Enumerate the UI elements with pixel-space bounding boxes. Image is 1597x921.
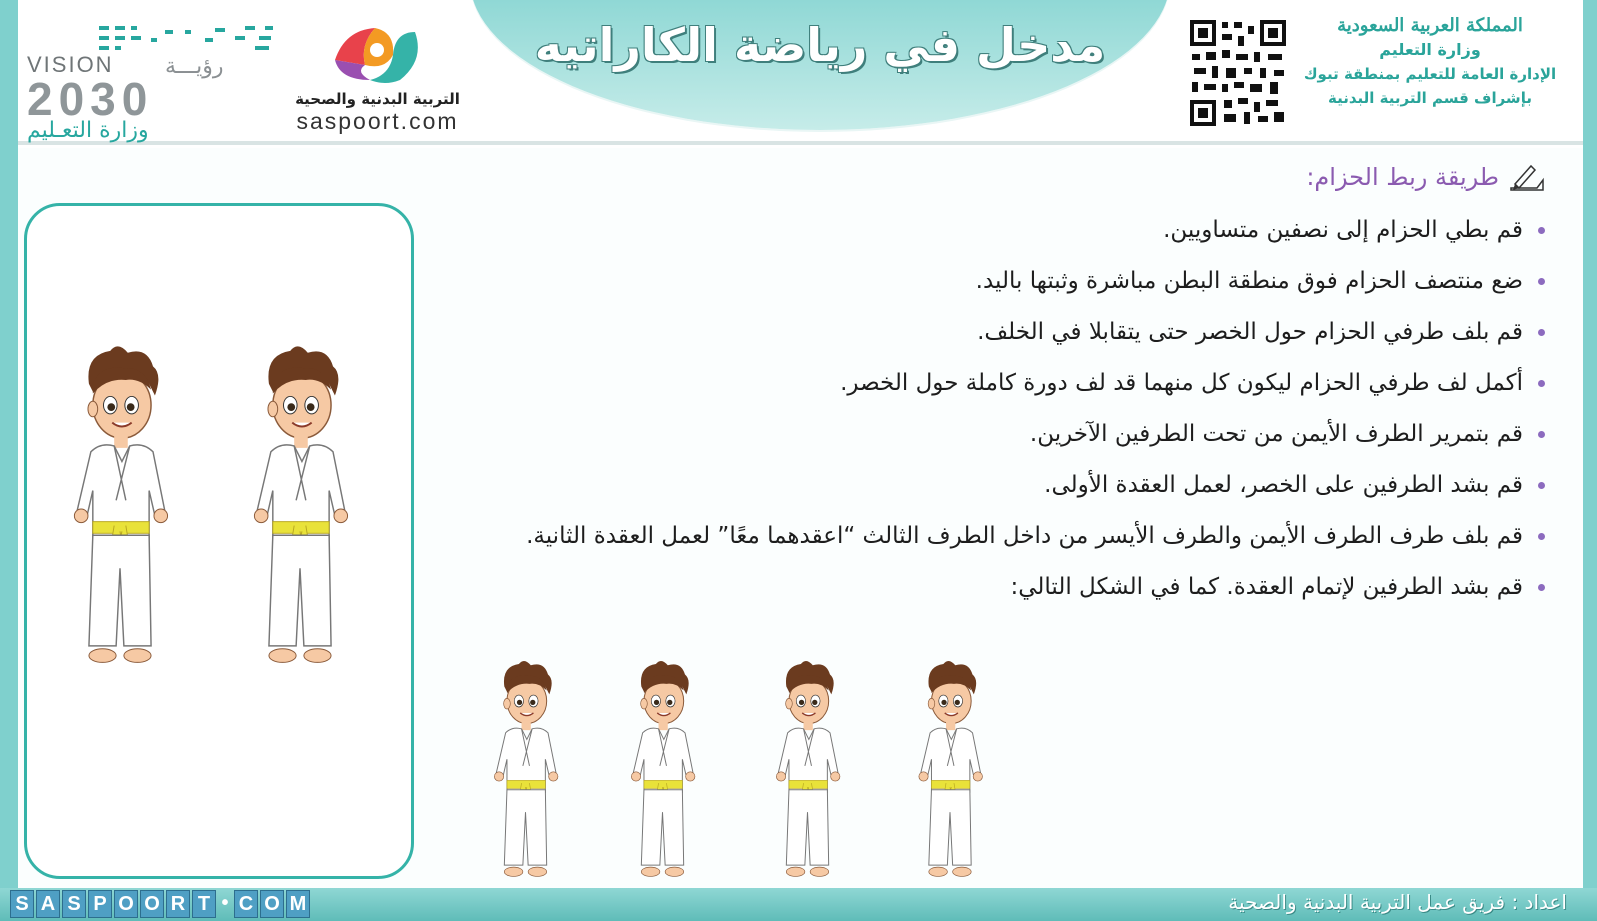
pen-writing-icon <box>1507 162 1547 192</box>
footer-logo-letter: O <box>260 890 284 918</box>
karate-kid-illustration <box>895 660 1005 885</box>
vision-2030-logo <box>25 18 270 143</box>
footer-logo-letter: • <box>221 892 229 914</box>
karate-kid-illustration <box>478 660 573 885</box>
list-item: قم بتمرير الطرف الأيمن من تحت الطرفين الآخرين. <box>465 409 1545 460</box>
list-item: قم بشد الطرفين على الخصر، لعمل العقدة الأولى. <box>465 460 1545 511</box>
saspoort-mark-icon <box>315 20 435 90</box>
karate-kid-illustration <box>235 345 365 675</box>
footer-credit: اعداد : فريق عمل التربية البدنية والصحية <box>1228 890 1567 914</box>
saspoort-logo <box>265 20 490 135</box>
list-item: أكمل لف طرفي الحزام ليكون كل منهما قد لف دورة كاملة حول الخصر. <box>465 358 1545 409</box>
karate-kid-illustration <box>615 660 710 885</box>
list-item: قم بلف طرفي الحزام حول الخصر حتى يتقابلا في الخلف. <box>465 307 1545 358</box>
list-item: ضع منتصف الحزام فوق منطقة البطن مباشرة وثبتها باليد. <box>465 256 1545 307</box>
vision-ministry: وزارة التعـليم <box>27 118 149 143</box>
footer-logo-letter: P <box>88 890 112 918</box>
karate-kid-illustration <box>65 345 175 675</box>
section-heading <box>1306 162 1547 192</box>
saspoort-url: saspoort.com <box>296 108 459 134</box>
ministry-block <box>1295 14 1565 110</box>
qr-code-icon <box>1188 18 1288 128</box>
footer-logo-letter: A <box>36 890 60 918</box>
steps-list <box>465 205 1545 613</box>
footer-logo-letter: R <box>166 890 190 918</box>
vision-dots-graphic <box>95 24 280 52</box>
header-divider <box>18 141 1583 145</box>
list-item: قم بلف طرف الطرف الأيمن والطرف الأيسر من داخل الطرف الثالث “اعقدهما معًا” لعمل العقدة الثانية. <box>465 511 1545 562</box>
ministry-line-ministry: وزارة التعليم <box>1379 40 1481 59</box>
footer-logo-letter: M <box>286 890 310 918</box>
footer-saspoort-logo <box>10 890 310 919</box>
list-item: قم بشد الطرفين لإتمام العقدة. كما في الشكل التالي: <box>465 562 1545 613</box>
footer-logo-letter: S <box>10 890 34 918</box>
section-heading-text: طريقة ربط الحزام: <box>1306 163 1499 191</box>
ministry-line-kingdom: المملكة العربية السعودية <box>1337 15 1523 36</box>
footer <box>0 888 1597 921</box>
list-item: قم بطي الحزام إلى نصفين متساويين. <box>465 205 1545 256</box>
footer-logo-letter: O <box>114 890 138 918</box>
vision-arabic: رؤيـــة <box>165 54 224 79</box>
footer-logo-letter: C <box>234 890 258 918</box>
ministry-line-supervision: بإشراف قسم التربية البدنية <box>1328 89 1532 107</box>
ministry-line-directorate: الإدارة العامة للتعليم بمنطقة تبوك <box>1303 65 1557 83</box>
footer-logo-letter: S <box>62 890 86 918</box>
page-title: مدخل في رياضة الكاراتيه <box>534 18 1106 72</box>
footer-logo-letter: T <box>192 890 216 918</box>
footer-logo-letter: O <box>140 890 164 918</box>
karate-kid-illustration <box>760 660 855 885</box>
vision-year: 2030 <box>27 73 154 125</box>
saspoort-arabic: التربية البدنية والصحية <box>295 90 460 108</box>
vision-latin: VISION <box>27 52 114 77</box>
